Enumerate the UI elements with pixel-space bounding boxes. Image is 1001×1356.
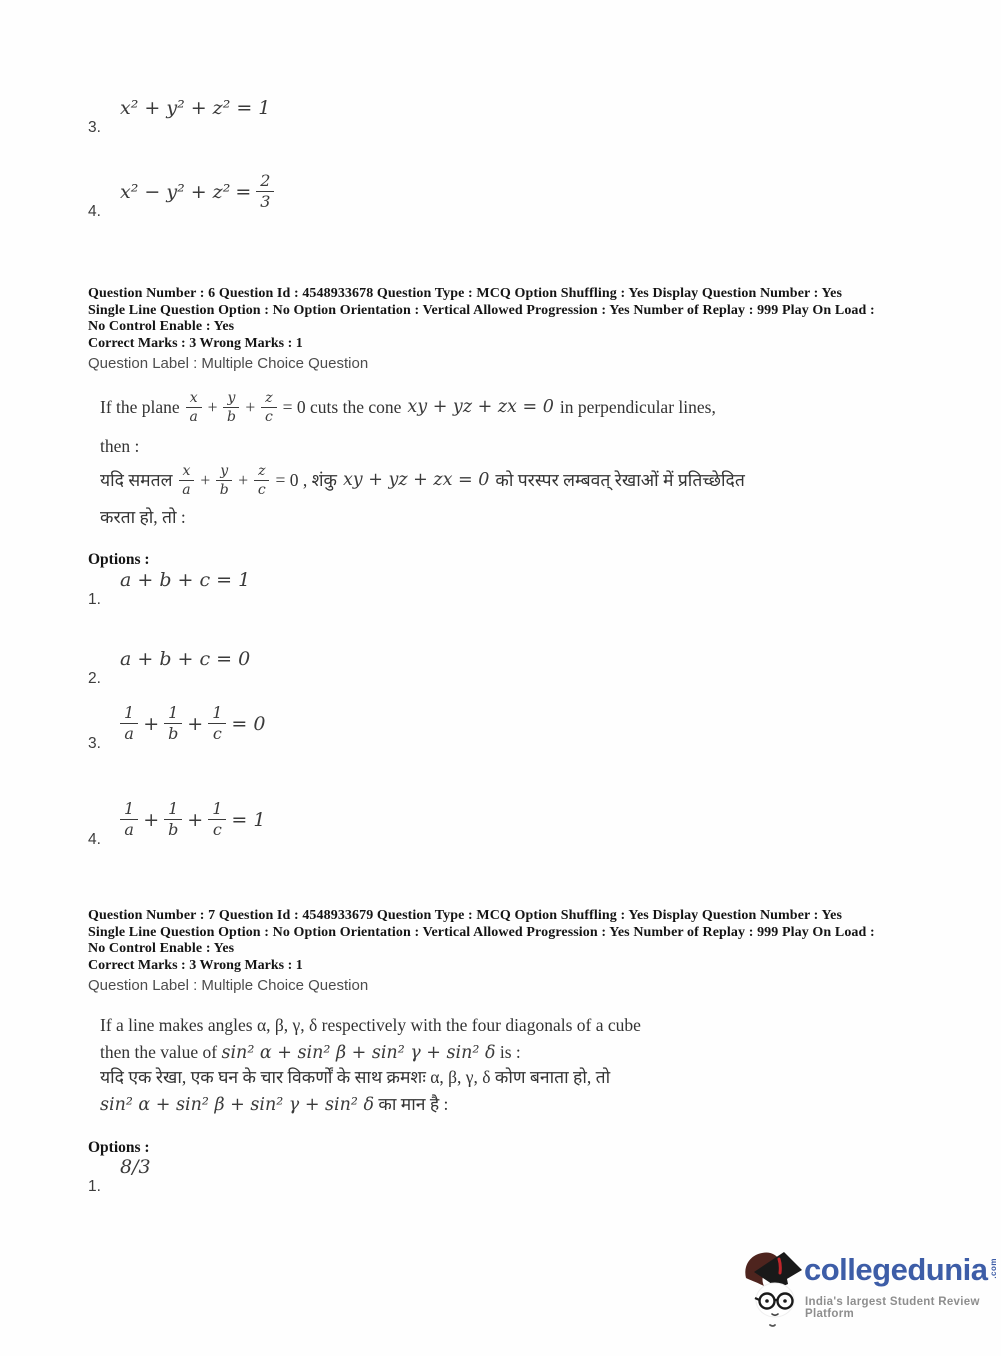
option-formula: 8/3 — [120, 1156, 151, 1178]
q7-question-text-english — [100, 1012, 830, 1067]
fraction — [256, 172, 274, 211]
fraction-numerator: 1 — [208, 704, 226, 724]
q7-en-sin-formula: sin² α + sin² β + sin² γ + sin² δ — [221, 1043, 496, 1063]
plus-sign: + — [187, 808, 204, 831]
collegedunia-tagline: India's largest Student Review Platform — [805, 1296, 980, 1320]
q6-hi-pre: यदि समतल — [100, 470, 173, 491]
option-number: 1. — [88, 1177, 101, 1195]
fraction-numerator: 2 — [256, 172, 274, 192]
q6-question-label: Question Label : Multiple Choice Question — [88, 355, 369, 372]
fraction-1-c — [208, 704, 226, 743]
fraction-numerator: x — [186, 390, 202, 408]
q6-english-line1 — [100, 390, 830, 425]
fraction-denominator: c — [212, 819, 222, 839]
option-formula: a + b + c = 1 — [120, 569, 251, 591]
q6-en-pre: If the plane — [100, 396, 180, 417]
option-formula: a + b + c = 0 — [120, 648, 251, 670]
fraction-denominator: a — [189, 408, 198, 425]
q7-metadata — [88, 908, 920, 958]
fraction-z-c — [261, 390, 276, 425]
q7-question-label: Question Label : Multiple Choice Question — [88, 977, 369, 994]
plus-sign: + — [200, 469, 211, 490]
fraction-numerator: 1 — [208, 800, 226, 820]
option-formula — [120, 800, 265, 839]
q6-option-4 — [88, 800, 265, 847]
q6-options-heading: Options : — [88, 551, 150, 568]
fraction-numerator: y — [223, 390, 239, 408]
q7-hi-sin-formula: sin² α + sin² β + sin² γ + sin² δ — [100, 1095, 375, 1115]
q6-question-text-hindi — [100, 463, 845, 531]
fraction-denominator: b — [168, 819, 179, 839]
fraction-numerator: 1 — [164, 800, 182, 820]
q6-en-post1: = 0 cuts the cone — [282, 396, 402, 417]
fraction-numerator: y — [216, 463, 232, 481]
option-number: 4. — [88, 830, 101, 848]
fraction-1-a — [120, 800, 138, 839]
fraction-x-a — [186, 390, 202, 425]
fraction-z-c — [254, 463, 269, 498]
plus-sign: + — [187, 712, 204, 735]
q7-marks: Correct Marks : 3 Wrong Marks : 1 — [88, 958, 303, 973]
option-number: 4. — [88, 202, 101, 220]
q6-marks: Correct Marks : 3 Wrong Marks : 1 — [88, 336, 303, 351]
fraction-numerator: x — [179, 463, 195, 481]
option-formula — [120, 704, 265, 743]
option-result: = 1 — [231, 808, 266, 831]
q6-english-line2: then : — [100, 435, 140, 456]
plus-sign: + — [143, 808, 160, 831]
q6-hindi-line1 — [100, 463, 845, 498]
option-number: 2. — [88, 669, 101, 687]
fraction-numerator: 1 — [164, 704, 182, 724]
collegedunia-mascot-icon — [742, 1246, 804, 1330]
q6-metadata-line1: Question Number : 6 Question Id : 4548933678 Question Type : MCQ Option Shuffling : Yes Display Question Number : Yes — [88, 286, 843, 301]
collegedunia-brand-text: collegedunia — [804, 1252, 988, 1287]
q7-english-line1: If a line makes angles α, β, γ, δ respectively with the four diagonals of a cube — [100, 1015, 641, 1035]
fraction-denominator: c — [257, 481, 266, 498]
q7-metadata-line3: No Control Enable : Yes — [88, 941, 235, 956]
fraction-x-a — [179, 463, 195, 498]
q6-option-3 — [88, 704, 265, 751]
fraction-denominator: b — [219, 481, 229, 498]
q6-hi-post2: को परस्पर लम्बवत् रेखाओं में प्रतिच्छेदित — [495, 470, 745, 491]
plus-sign: + — [207, 396, 218, 417]
fraction-y-b — [223, 390, 239, 425]
q7-hindi-line2 — [100, 1091, 845, 1119]
plus-sign: + — [238, 469, 249, 490]
prev-question-option-4 — [88, 172, 274, 219]
fraction-1-b — [164, 800, 182, 839]
option-number: 3. — [88, 118, 101, 136]
q7-hi-line2-post: का मान है : — [378, 1094, 449, 1114]
q7-option-1 — [88, 1156, 151, 1194]
fraction-numerator: 1 — [120, 800, 138, 820]
collegedunia-brand-row — [804, 1254, 998, 1285]
q6-metadata-line2: Single Line Question Option : No Option Orientation : Vertical Allowed Progression : Yes Number of Replay : 999 Play On Load : — [88, 302, 875, 318]
fraction-y-b — [216, 463, 232, 498]
q7-en-line2-pre: then the value of — [100, 1042, 218, 1062]
q7-hindi-line1: यदि एक रेखा, एक घन के चार विकर्णों के साथ क्रमशः α, β, γ, δ कोण बनाता हो, तो — [100, 1067, 611, 1087]
plus-sign: + — [143, 712, 160, 735]
q7-options-heading: Options : — [88, 1139, 150, 1156]
option-formula — [120, 172, 274, 211]
option-number: 1. — [88, 590, 101, 608]
q6-option-2 — [88, 648, 250, 686]
q6-en-cone-equation: xy + yz + zx = 0 — [407, 397, 554, 418]
fraction-numerator: z — [254, 463, 269, 481]
fraction-denominator: a — [124, 723, 134, 743]
fraction-denominator: a — [182, 481, 191, 498]
fraction-numerator: z — [261, 390, 276, 408]
q6-en-post2: in perpendicular lines, — [559, 396, 716, 417]
q7-en-line2-post: is : — [499, 1042, 521, 1062]
option-number: 3. — [88, 734, 101, 752]
fraction-denominator: b — [168, 723, 179, 743]
q7-metadata-line2: Single Line Question Option : No Option Orientation : Vertical Allowed Progression : Yes Number of Replay : 999 Play On Load : — [88, 924, 875, 940]
q7-metadata-line1: Question Number : 7 Question Id : 4548933679 Question Type : MCQ Option Shuffling : Yes Display Question Number : Yes — [88, 908, 843, 923]
fraction-denominator: b — [226, 408, 236, 425]
collegedunia-logo — [742, 1246, 1001, 1356]
fraction-numerator: 1 — [120, 704, 138, 724]
fraction-denominator: 3 — [260, 191, 271, 211]
plus-sign: + — [245, 396, 256, 417]
q6-hindi-line2: करता हो, तो : — [100, 506, 186, 527]
formula-left: x² − y² + z² — [120, 180, 231, 203]
q6-hi-post1: = 0 , शंकु — [275, 470, 337, 491]
q7-english-line2 — [100, 1039, 830, 1067]
option-formula: x² + y² + z² = 1 — [120, 97, 271, 119]
prev-question-option-3 — [88, 97, 270, 135]
fraction-1-c — [208, 800, 226, 839]
q7-question-text-hindi — [100, 1064, 845, 1119]
q6-hi-cone-equation: xy + yz + zx = 0 — [342, 470, 490, 491]
equals-sign: = — [235, 180, 252, 203]
fraction-denominator: a — [124, 819, 134, 839]
fraction-denominator: c — [265, 408, 273, 425]
q6-metadata — [88, 286, 920, 336]
collegedunia-dotcom-text: .com — [989, 1258, 999, 1279]
q6-metadata-line3: No Control Enable : Yes — [88, 319, 235, 334]
q6-question-text-english — [100, 390, 830, 460]
q6-option-1 — [88, 569, 250, 607]
fraction-1-b — [164, 704, 182, 743]
fraction-denominator: c — [212, 723, 222, 743]
option-result: = 0 — [231, 712, 266, 735]
fraction-1-a — [120, 704, 138, 743]
